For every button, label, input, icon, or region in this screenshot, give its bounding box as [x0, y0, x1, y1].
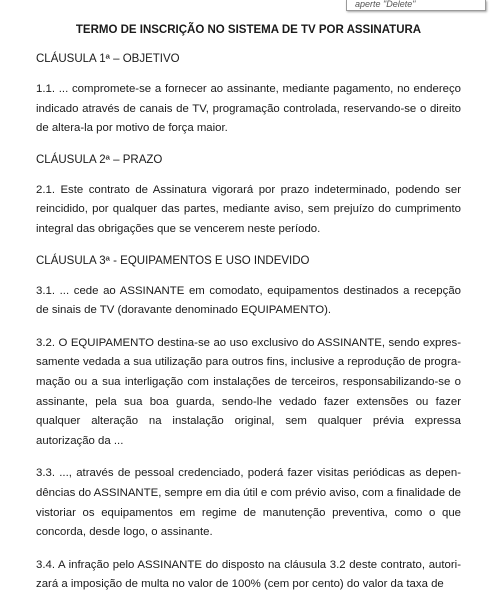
clause-1-heading: CLÁUSULA 1ª – OBJETIVO — [36, 53, 180, 65]
document-title: TERMO DE INSCRIÇÃO NO SISTEMA DE TV POR ASSINATURA — [75, 24, 422, 36]
clause-3-2-paragraph: 3.2. O EQUIPAMENTO destina-se ao uso exclusivo do ASSINANTE, sendo expressamente vedada a sua utilização para outros fins, inclusive a reprodução de programação ou a sua interligação com instalações de terceiros, responsabilizando-se o assinante, pela sua boa guarda, sendo-lhe vedado fazer extensões ou fazer qualquer alteração na instalação original, sem qualquer prévia expressa autorização da ... — [36, 336, 461, 447]
delete-hint-note — [346, 0, 486, 11]
clause-3-3-paragraph: 3.3. ..., através de pessoal credenciado, poderá fazer visitas periódicas as dependências do ASSINANTE, sempre em dia útil e com prévio aviso, com a finalidade de vistoriar os equipamentos em regime de manutenção preventiva, como o que concorda, desde logo, o assinante. — [36, 467, 461, 539]
clause-3-heading: CLÁUSULA 3ª - EQUIPAMENTOS E USO INDEVIDO — [36, 254, 310, 267]
clause-3-1-paragraph: 3.1. ... cede ao ASSINANTE em comodato, equipamentos destinados a recepção de sinais de TV (doravante denominado EQUIPAMENTO). — [36, 284, 461, 317]
clause-2-heading: CLÁUSULA 2ª – PRAZO — [36, 153, 163, 166]
clause-3-4-paragraph: 3.4. A infração pelo ASSINANTE do disposto na cláusula 3.2 deste contrato, autorizará a imposição de multa no valor de 100% (cem por cento) do valor da taxa de — [36, 558, 461, 591]
delete-hint-text: aperte "Delete" — [355, 0, 416, 9]
clause-1-1-paragraph: 1.1. ... compromete-se a fornecer ao assinante, mediante pagamento, no endereço indicado através de canais de TV, programação controlada, reservando-se o direito de altera-la por motivo de força maior. — [36, 83, 461, 135]
document-page — [36, 22, 461, 608]
clause-2-1-paragraph: 2.1. Este contrato de Assinatura vigorará por prazo indeterminado, podendo ser reincidido, por qualquer das partes, mediante aviso, sem prejuízo do cumprimento integral das obrigações que se vencerem neste período. — [36, 183, 461, 235]
